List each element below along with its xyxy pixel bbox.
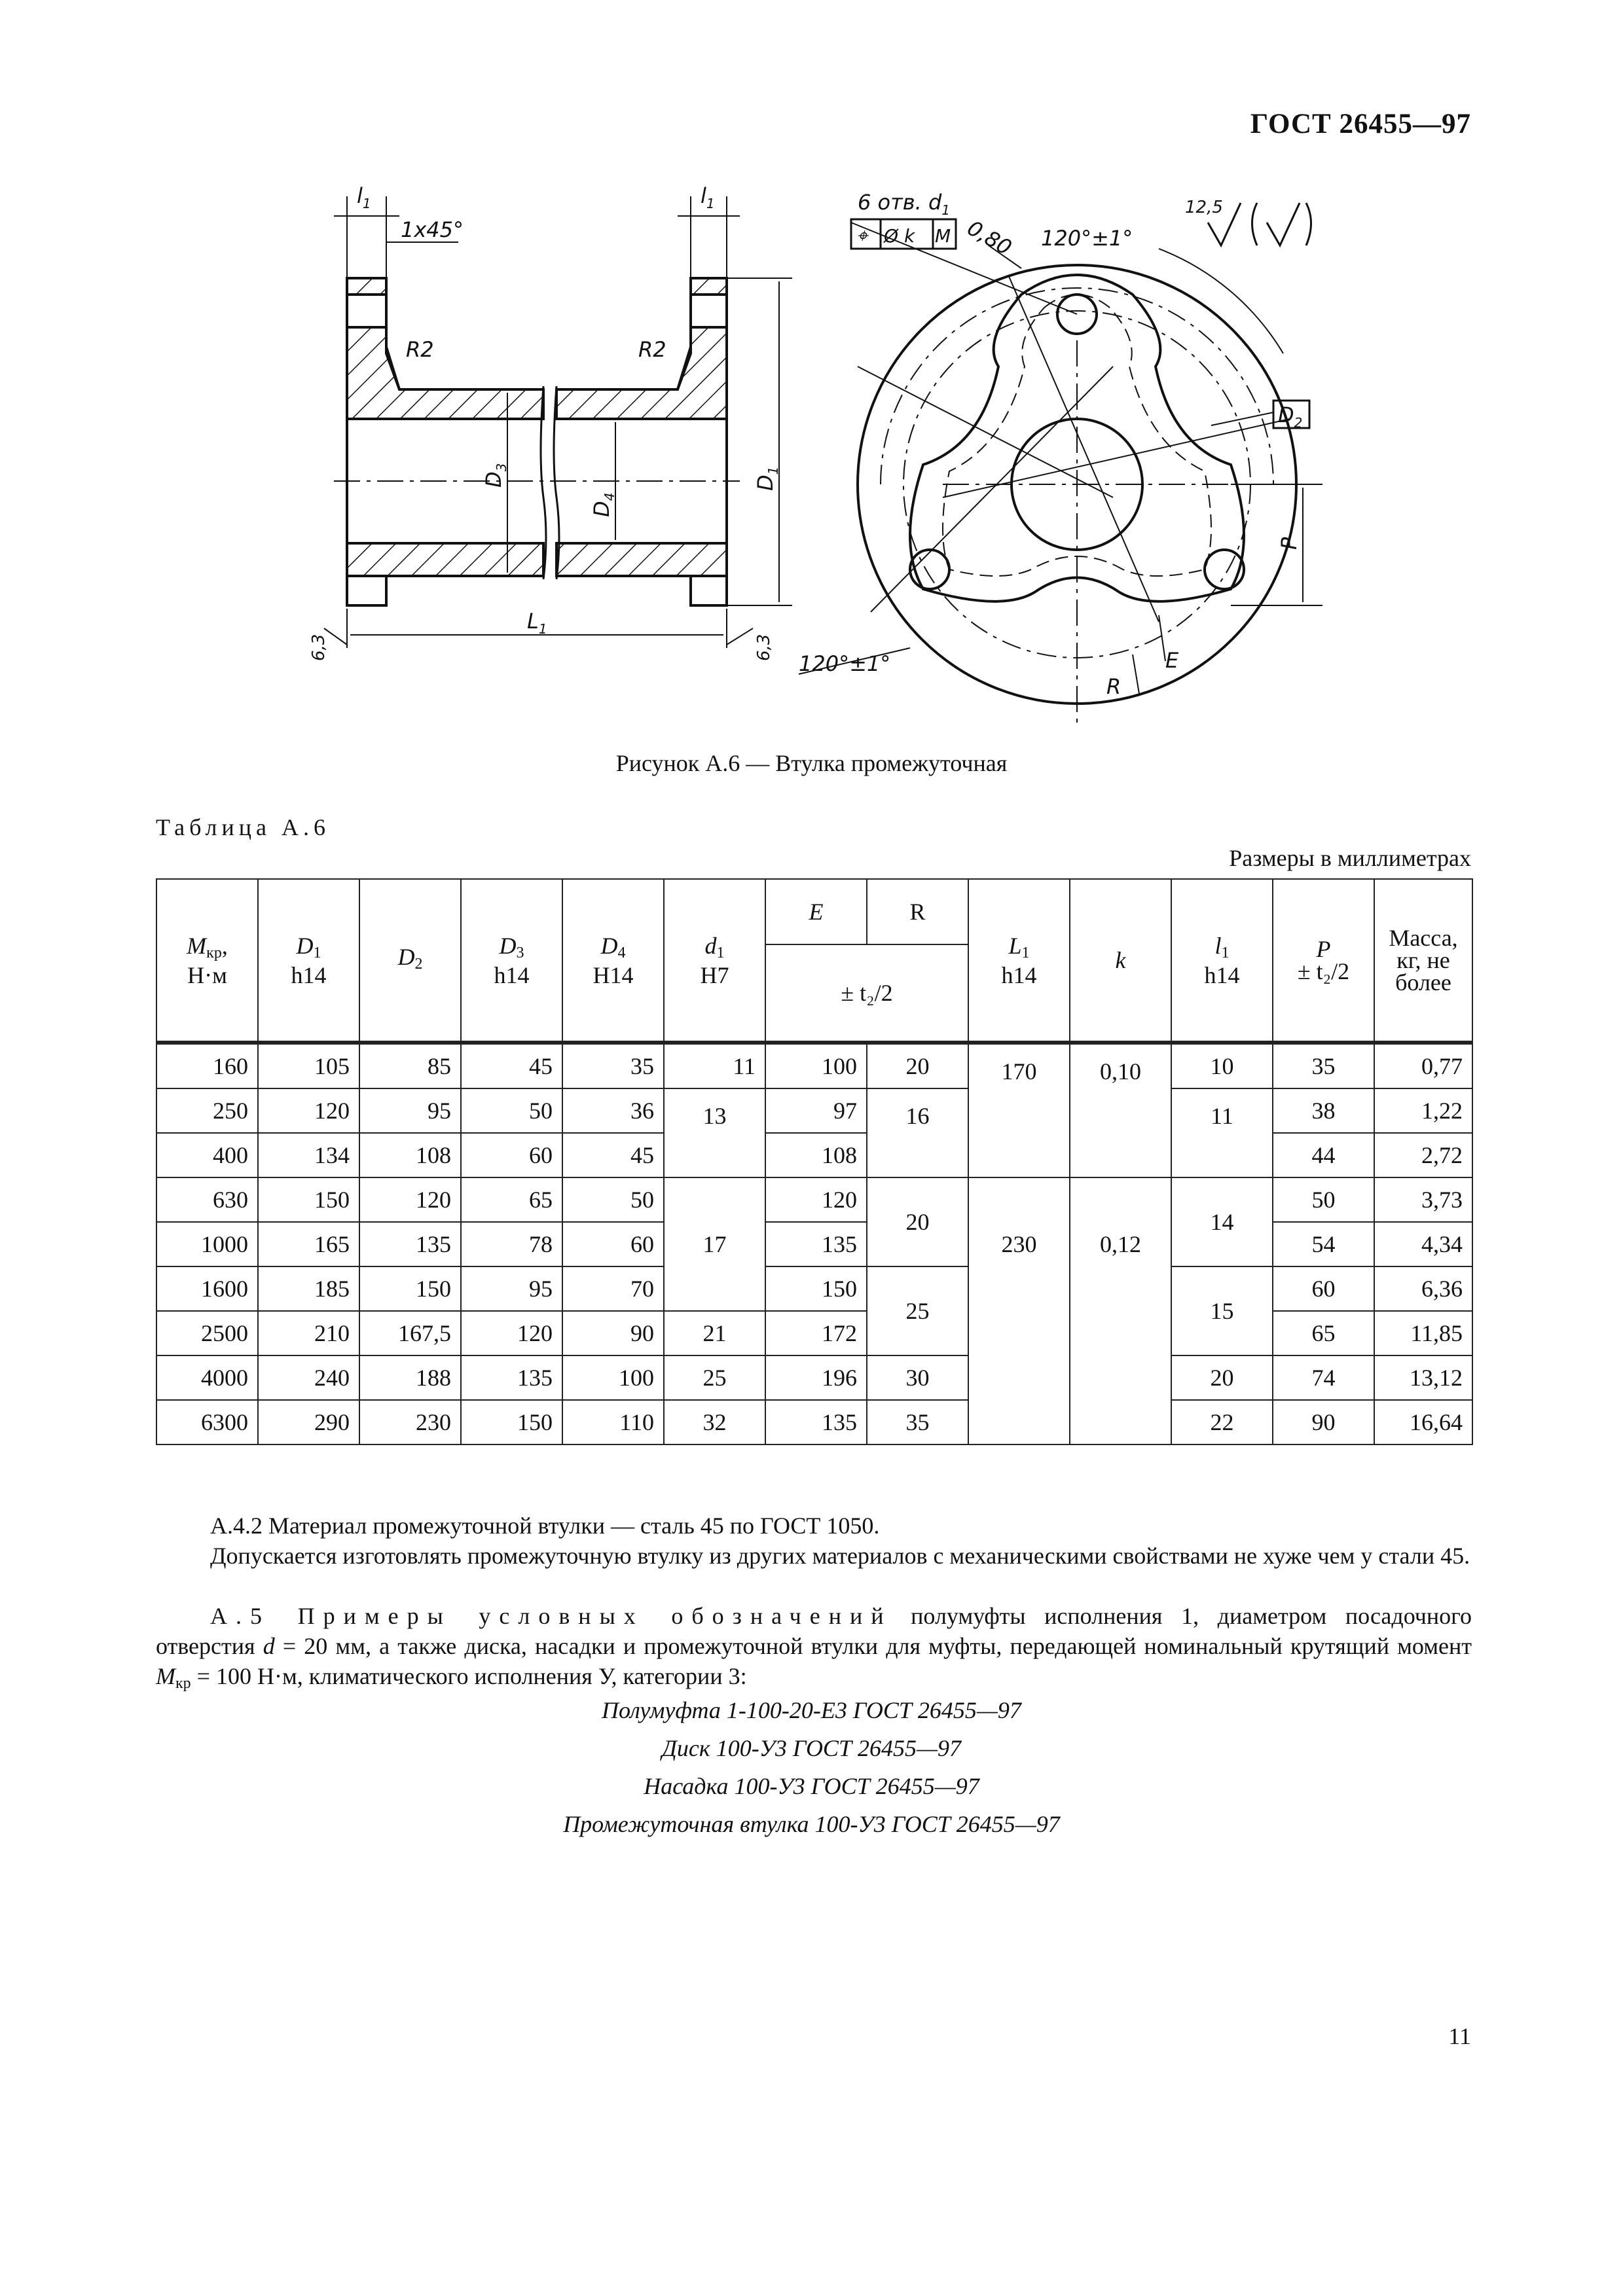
- table-cell: 11: [664, 1043, 765, 1088]
- page-number: 11: [1448, 2023, 1471, 2049]
- table-cell: 16,64: [1374, 1400, 1472, 1444]
- chamfer-label: 1x45°: [401, 217, 464, 242]
- table-cell: 150: [359, 1266, 461, 1311]
- table-cell: 1,22: [1374, 1088, 1472, 1133]
- table-cell: 13,12: [1374, 1355, 1472, 1400]
- table-cell: 135: [359, 1222, 461, 1266]
- table-cell: 38: [1273, 1088, 1374, 1133]
- table-cell: 35: [867, 1400, 968, 1444]
- l1-label-left: $l_1$: [357, 183, 371, 211]
- figure-drawing: [0, 0, 1623, 740]
- table-cell: 150: [461, 1400, 562, 1444]
- table-cell: 45: [461, 1043, 562, 1088]
- table-cell: 135: [461, 1355, 562, 1400]
- dimensions-table: [156, 878, 1473, 1445]
- table-cell: 97: [765, 1088, 867, 1133]
- table-cell: 630: [156, 1177, 258, 1222]
- tolerance-diameter-label: Ø k: [884, 225, 915, 247]
- table-cell: 22: [1171, 1400, 1273, 1444]
- table-cell: 185: [258, 1266, 359, 1311]
- table-cell: 44: [1273, 1133, 1374, 1177]
- table-cell: 54: [1273, 1222, 1374, 1266]
- figure-caption: Рисунок А.6 — Втулка промежуточная: [615, 750, 1008, 776]
- table-cell: 165: [258, 1222, 359, 1266]
- table-cell: 20: [1171, 1355, 1273, 1400]
- table-cell: 170: [968, 1043, 1070, 1177]
- tolerance-position-icon: ⌖: [856, 224, 867, 247]
- col-d4: $D_4$ H14: [562, 879, 664, 1043]
- table-cell: 120: [359, 1177, 461, 1222]
- table-cell: 25: [867, 1266, 968, 1355]
- table-cell: 4000: [156, 1355, 258, 1400]
- e-label: E: [1165, 648, 1179, 673]
- example-2: Диск 100-У3 ГОСТ 26455—97: [662, 1735, 961, 1761]
- col-mass: Масса, кг, не более: [1374, 879, 1472, 1043]
- bushing-labels: [309, 183, 781, 661]
- example-3: Насадка 100-У3 ГОСТ 26455—97: [644, 1773, 979, 1799]
- document-code: ГОСТ 26455—97: [1250, 109, 1471, 139]
- table-cell: 60: [562, 1222, 664, 1266]
- table-cell: 35: [562, 1043, 664, 1088]
- table-cell: 135: [765, 1400, 867, 1444]
- table-cell: 70: [562, 1266, 664, 1311]
- table-cell: 6,36: [1374, 1266, 1472, 1311]
- table-cell: 30: [867, 1355, 968, 1400]
- table-cell: 160: [156, 1043, 258, 1088]
- table-cell: 21: [664, 1311, 765, 1355]
- header-row-1: [156, 879, 1472, 944]
- table-cell: 100: [765, 1043, 867, 1088]
- roughness-left: 6,3: [309, 634, 329, 661]
- table-cell: 4,34: [1374, 1222, 1472, 1266]
- table-row: [156, 1266, 1472, 1311]
- table-row: [156, 1133, 1472, 1177]
- table-cell: 230: [968, 1177, 1070, 1444]
- col-k: k: [1070, 879, 1171, 1043]
- table-cell: 45: [562, 1133, 664, 1177]
- table-cell: 110: [562, 1400, 664, 1444]
- table-cell: 167,5: [359, 1311, 461, 1355]
- table-cell: 196: [765, 1355, 867, 1400]
- r2-label-right: R2: [638, 337, 666, 362]
- table-cell: 32: [664, 1400, 765, 1444]
- table-cell: 60: [1273, 1266, 1374, 1311]
- table-row: [156, 1177, 1472, 1222]
- table-cell: 90: [562, 1311, 664, 1355]
- roughness-right: 6,3: [754, 634, 774, 661]
- col-er-tolerance: ± t₂/2: [765, 944, 968, 1043]
- paragraph-examples: А.5 Примеры условных обозначений полумуфты исполнения 1, диаметром посадочного отверстия d = 20 мм, а также диска, насадки и промежуточной втулки для муфты, передающей номинальный крутящий момент $M_{кр} = 100$ Н·м, климатического исполнения У, категории 3:: [156, 1603, 1472, 1692]
- example-4: Промежуточная втулка 100-У3 ГОСТ 26455—97: [563, 1811, 1060, 1837]
- d4-label: $D_4$: [589, 492, 617, 517]
- table-cell: 150: [765, 1266, 867, 1311]
- table-row: [156, 1311, 1472, 1355]
- table-label: Таблица А.6: [156, 814, 330, 840]
- col-l1: $L_1$ h14: [968, 879, 1070, 1043]
- l1-label-right: $l_1$: [701, 183, 715, 211]
- table-cell: 20: [867, 1043, 968, 1088]
- table-cell: 2500: [156, 1311, 258, 1355]
- table-cell: 50: [461, 1088, 562, 1133]
- table-cell: 240: [258, 1355, 359, 1400]
- paragraph-alternative: Допускается изготовлять промежуточную втулку из других материалов с механическими свойствами не хуже чем у стали 45.: [210, 1543, 1470, 1569]
- table-cell: 25: [664, 1355, 765, 1400]
- bushing-front-view: [799, 203, 1322, 726]
- table-cell: 6300: [156, 1400, 258, 1444]
- table-cell: 105: [258, 1043, 359, 1088]
- col-r: R: [867, 879, 968, 944]
- table-cell: 230: [359, 1400, 461, 1444]
- example-1: Полумуфта 1-100-20-Е3 ГОСТ 26455—97: [602, 1697, 1021, 1723]
- d2-label: $D_2$: [1278, 403, 1303, 431]
- table-cell: 50: [562, 1177, 664, 1222]
- col-e: E: [765, 879, 867, 944]
- p-label: P: [1277, 537, 1302, 550]
- table-cell: 290: [258, 1400, 359, 1444]
- table-cell: 108: [359, 1133, 461, 1177]
- table-row: [156, 1043, 1472, 1088]
- bushing-section-view: [324, 196, 792, 648]
- table-cell: 1600: [156, 1266, 258, 1311]
- chamfer2-label: 0,80: [963, 215, 1016, 260]
- table-cell: 78: [461, 1222, 562, 1266]
- table-cell: 65: [1273, 1311, 1374, 1355]
- table-cell: 16: [867, 1088, 968, 1177]
- angle-bottom-label: 120°±1°: [799, 651, 891, 676]
- col-d1: $D_1$ h14: [258, 879, 359, 1043]
- table-cell: 134: [258, 1133, 359, 1177]
- table-cell: 85: [359, 1043, 461, 1088]
- table-cell: 3,73: [1374, 1177, 1472, 1222]
- table-cell: 10: [1171, 1043, 1273, 1088]
- paragraph-material: А.4.2 Материал промежуточной втулки — сталь 45 по ГОСТ 1050.: [210, 1513, 880, 1539]
- table-cell: 120: [461, 1311, 562, 1355]
- r2-label-left: R2: [406, 337, 434, 362]
- table-cell: 60: [461, 1133, 562, 1177]
- table-cell: 50: [1273, 1177, 1374, 1222]
- table-cell: 135: [765, 1222, 867, 1266]
- table-row: [156, 1222, 1472, 1266]
- col-mkr: $M_{кр}$, Н·м: [156, 879, 258, 1043]
- table-row: [156, 1355, 1472, 1400]
- tolerance-modifier-label: M: [935, 225, 951, 247]
- table-row: [156, 1400, 1472, 1444]
- table-cell: 400: [156, 1133, 258, 1177]
- table-cell: 0,77: [1374, 1043, 1472, 1088]
- table-cell: 11: [1171, 1088, 1273, 1177]
- table-cell: 0,12: [1070, 1177, 1171, 1444]
- l-total-label: $L_1$: [527, 609, 547, 637]
- table-cell: 13: [664, 1088, 765, 1177]
- table-cell: 2,72: [1374, 1133, 1472, 1177]
- table-cell: 65: [461, 1177, 562, 1222]
- d1-label: $D_1$: [753, 466, 781, 491]
- table-cell: 108: [765, 1133, 867, 1177]
- col-ll1: $l_1$ h14: [1171, 879, 1273, 1043]
- col-d3: $D_3$ h14: [461, 879, 562, 1043]
- roughness-top-label: 12,5: [1185, 198, 1223, 217]
- table-cell: 188: [359, 1355, 461, 1400]
- table-cell: 172: [765, 1311, 867, 1355]
- table-cell: 74: [1273, 1355, 1374, 1400]
- table-cell: 95: [359, 1088, 461, 1133]
- table-cell: 120: [765, 1177, 867, 1222]
- table-cell: 95: [461, 1266, 562, 1311]
- table-cell: 0,10: [1070, 1043, 1171, 1177]
- angle-top-label: 120°±1°: [1041, 226, 1133, 251]
- units-note: Размеры в миллиметрах: [1229, 845, 1471, 871]
- table-cell: 17: [664, 1177, 765, 1311]
- table-cell: 14: [1171, 1177, 1273, 1266]
- table-cell: 120: [258, 1088, 359, 1133]
- table-cell: 11,85: [1374, 1311, 1472, 1355]
- d3-label: $D_3$: [481, 463, 509, 488]
- col-p: P ± t₂/2: [1273, 879, 1374, 1043]
- table-cell: 100: [562, 1355, 664, 1400]
- table-cell: 35: [1273, 1043, 1374, 1088]
- r-label: R: [1106, 674, 1122, 699]
- table-cell: 250: [156, 1088, 258, 1133]
- holes-label: 6 отв. $d_1$: [858, 190, 950, 218]
- table-cell: 150: [258, 1177, 359, 1222]
- table-cell: 36: [562, 1088, 664, 1133]
- col-dd1: $d_1$ H7: [664, 879, 765, 1043]
- table-row: [156, 1088, 1472, 1133]
- col-d2: $D_2$: [359, 879, 461, 1043]
- table-cell: 1000: [156, 1222, 258, 1266]
- table-cell: 210: [258, 1311, 359, 1355]
- table-cell: 20: [867, 1177, 968, 1266]
- table-cell: 90: [1273, 1400, 1374, 1444]
- table-cell: 15: [1171, 1266, 1273, 1355]
